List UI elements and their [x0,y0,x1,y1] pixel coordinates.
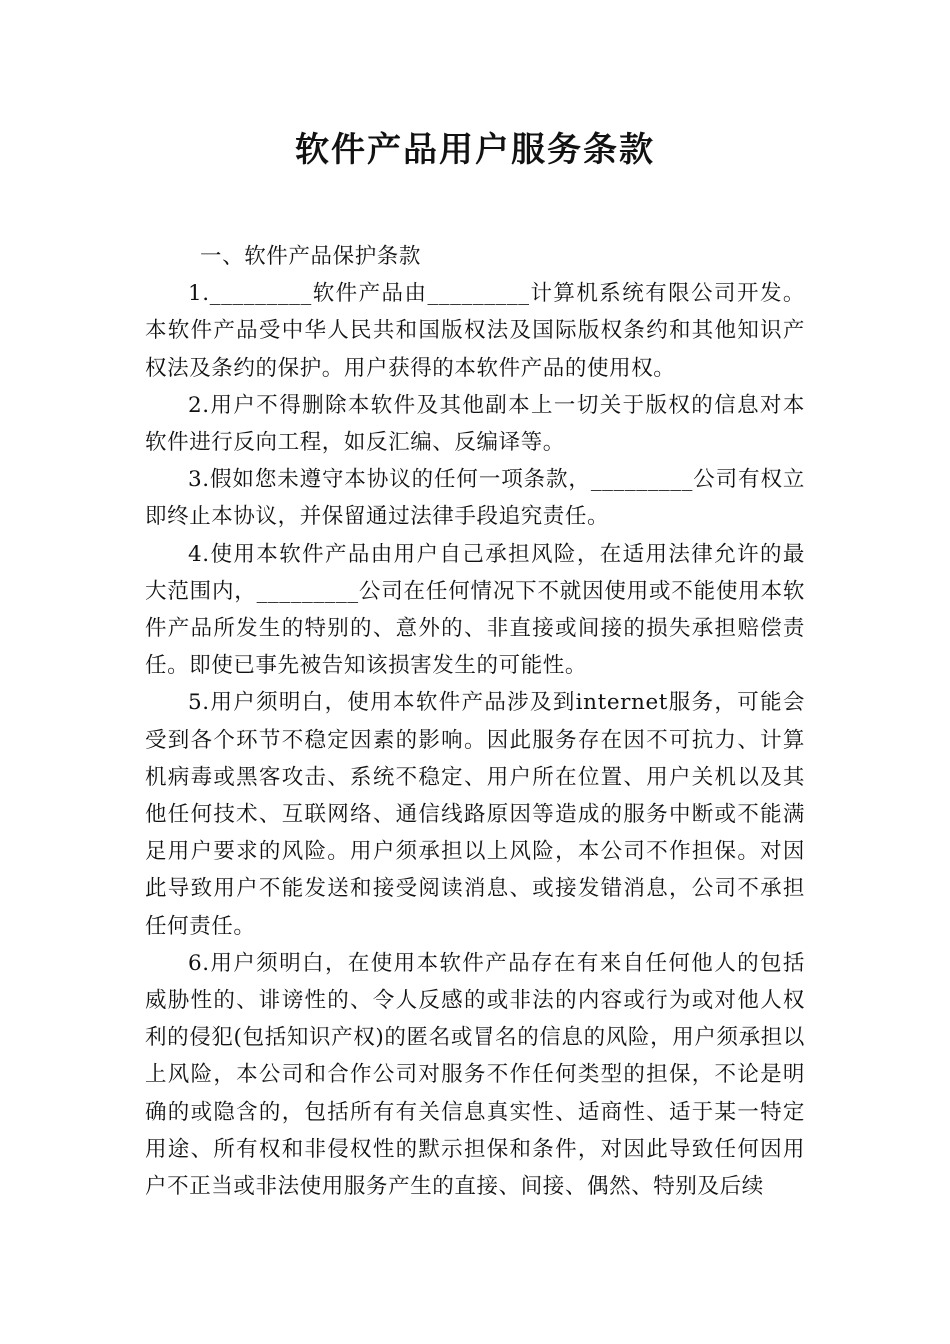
clause-2: 2.用户不得删除本软件及其他副本上一切关于版权的信息对本软件进行反向工程，如反汇编、反编译等。 [145,392,805,456]
document-title: 软件产品用户服务条款 [295,130,655,170]
document-body [145,238,805,1205]
section-heading: 一、软件产品保护条款 [200,244,422,269]
clause-6: 6.用户须明白，在使用本软件产品存在有来自任何他人的包括威胁性的、诽谤性的、令人反感的或非法的内容或行为或对他人权利的侵犯(包括知识产权)的匿名或冒名的信息的风险，用户须承担以上风险，本公司和合作公司对服务不作任何类型的担保，不论是明确的或隐含的，包括所有有关信息真实性、适商性、适于某一特定用途、所有权和非侵权性的默示担保和条件，对因此导致任何因用户不正当或非法使用服务产生的直接、间接、偶然、特别及后续 [145,950,805,1200]
clause-5: 5.用户须明白，使用本软件产品涉及到internet服务，可能会受到各个环节不稳定因素的影响。因此服务存在因不可抗力、计算机病毒或黑客攻击、系统不稳定、用户所在位置、用户关机以及其他任何技术、互联网络、通信线路原因等造成的服务中断或不能满足用户要求的风险。用户须承担以上风险，本公司不作担保。对因此导致用户不能发送和接受阅读消息、或接发错消息，公司不承担任何责任。 [145,690,805,939]
clause-4: 4.使用本软件产品由用户自己承担风险，在适用法律允许的最大范围内，_________公司在任何情况下不就因使用或不能使用本软件产品所发生的特别的、意外的、非直接或间接的损失承担赔偿责任。即使已事先被告知该损害发生的可能性。 [145,541,805,679]
clause-1: 1._________软件产品由_________计算机系统有限公司开发。本软件产品受中华人民共和国版权法及国际版权条约和其他知识产权法及条约的保护。用户获得的本软件产品的使用权。 [145,281,805,381]
clause-3: 3.假如您未遵守本协议的任何一项条款，_________公司有权立即终止本协议，并保留通过法律手段追究责任。 [145,467,805,530]
